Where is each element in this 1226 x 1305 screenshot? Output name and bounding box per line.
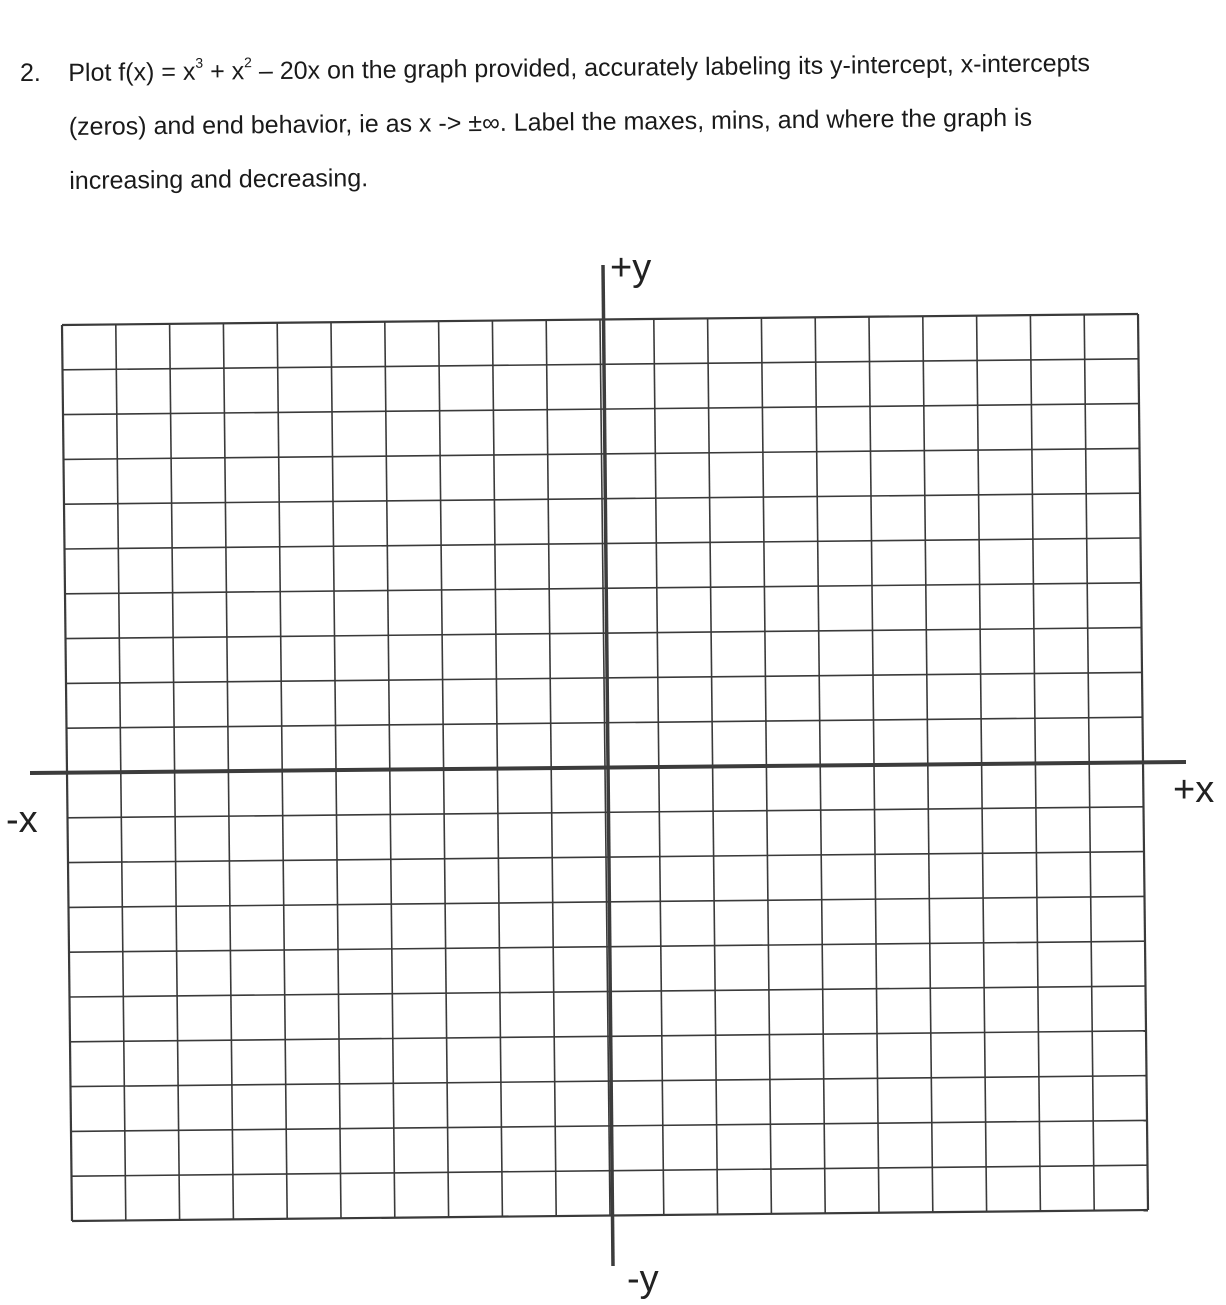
axis-label-pos-x: +x bbox=[1173, 769, 1215, 811]
problem-line-3: increasing and decreasing. bbox=[69, 164, 369, 195]
problem-line-1-post: – 20x on the graph provided, accurately labeling its y-intercept, x-intercepts bbox=[251, 49, 1091, 86]
problem-line-2: (zeros) and end behavior, ie as x -> ±∞. Label the maxes, mins, and where the graph is bbox=[68, 103, 1033, 141]
problem-line-1-pre: Plot f(x) = x bbox=[68, 57, 196, 87]
problem-number: 2. bbox=[20, 59, 41, 87]
axis-label-pos-y: +y bbox=[610, 247, 652, 289]
axis-label-neg-y: -y bbox=[627, 1258, 659, 1300]
problem-line-1-mid: + x bbox=[203, 57, 245, 86]
axis-label-neg-x: -x bbox=[6, 799, 38, 841]
exponent-3: 3 bbox=[195, 54, 204, 71]
exponent-2: 2 bbox=[244, 54, 252, 71]
